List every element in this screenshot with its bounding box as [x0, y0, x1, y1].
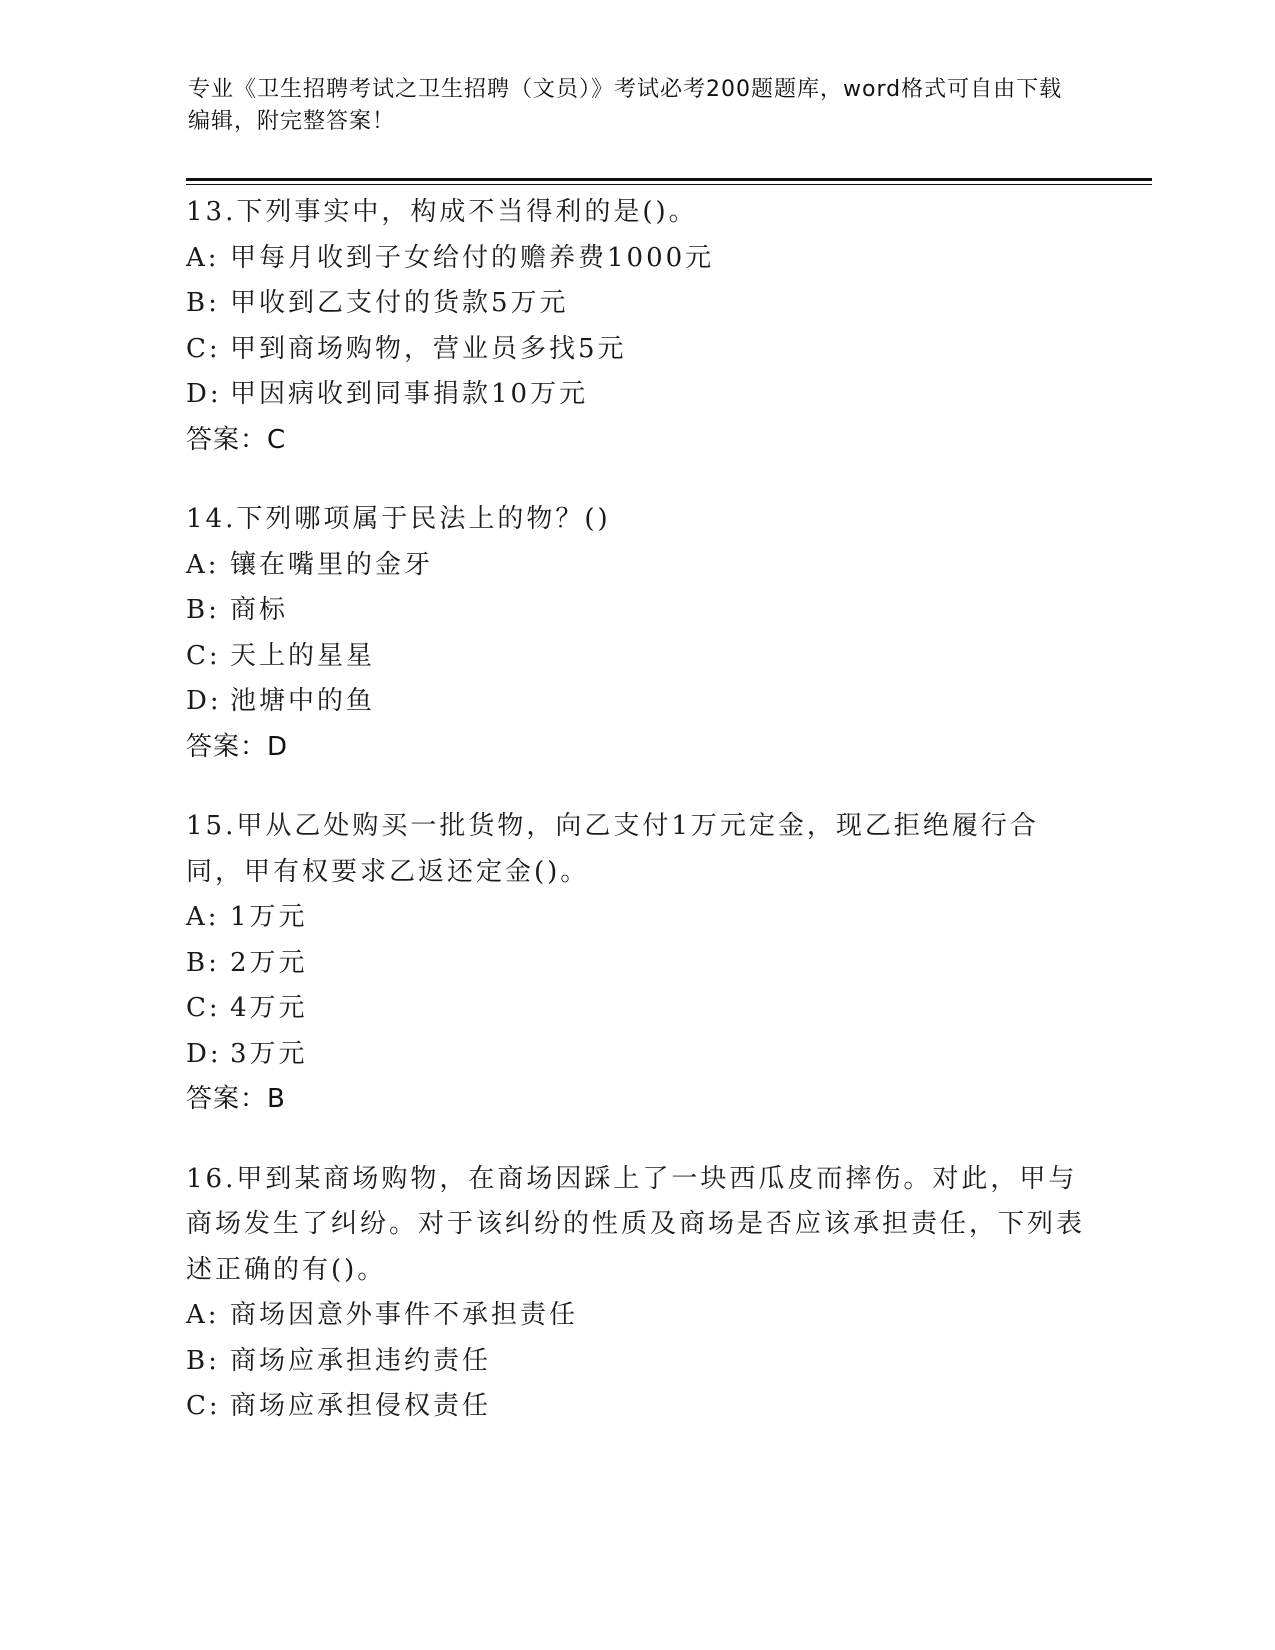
option-letter: A:: [186, 549, 220, 580]
option-text: 1万元: [230, 902, 308, 932]
option-a: [186, 895, 1086, 941]
answer-label: 答案：: [186, 1084, 268, 1114]
document-header: 专业《卫生招聘考试之卫生招聘（文员）》考试必考200题题库，word格式可自由下载编辑，附完整答案！: [188, 77, 1063, 134]
option-text: 商场应承担侵权责任: [230, 1391, 492, 1421]
option-letter: C:: [186, 1391, 221, 1421]
option-text: 2万元: [230, 947, 308, 978]
answer-value: D: [267, 731, 289, 762]
header-divider-thin: [186, 184, 1152, 185]
option-text: 甲每月收到子女给付的赡养费1000元: [230, 242, 715, 273]
option-text: 商场应承担违约责任: [230, 1345, 492, 1376]
option-text: 商场因意外事件不承担责任: [230, 1300, 579, 1330]
option-b: [186, 281, 1086, 327]
question-list: [186, 190, 1086, 1464]
header-divider-thick: [186, 178, 1152, 181]
option-letter: D:: [186, 1038, 222, 1069]
option-b: [186, 1339, 1086, 1385]
option-b: [186, 588, 1086, 634]
question-stem: 15.甲从乙处购买一批货物，向乙支付1万元定金，现乙拒绝履行合同，甲有权要求乙返还定金()。: [186, 811, 1039, 887]
option-letter: B:: [186, 288, 220, 318]
option-d: [186, 1032, 1086, 1078]
answer-value: B: [267, 1084, 286, 1114]
option-c: [186, 1384, 1086, 1430]
option-text: 甲到商场购物，营业员多找5元: [230, 333, 627, 364]
option-letter: C:: [186, 333, 221, 364]
option-letter: C:: [186, 993, 221, 1023]
question-13: [186, 190, 1086, 463]
option-text: 甲因病收到同事捐款10万元: [230, 379, 589, 409]
option-text: 3万元: [230, 1038, 308, 1069]
option-c: [186, 634, 1086, 680]
question-stem: 14.下列哪项属于民法上的物？(): [186, 504, 611, 534]
answer-label: 答案：: [186, 731, 268, 762]
option-d: [186, 372, 1086, 418]
question-15: [186, 804, 1086, 1123]
option-letter: A:: [186, 1300, 220, 1330]
option-letter: B:: [186, 1345, 220, 1376]
answer-label: 答案：: [186, 424, 268, 455]
option-letter: A:: [186, 242, 220, 273]
option-c: [186, 986, 1086, 1032]
option-text: 镶在嘴里的金牙: [230, 549, 434, 580]
option-b: [186, 941, 1086, 987]
option-letter: B:: [186, 947, 220, 978]
option-letter: B:: [186, 595, 220, 625]
answer-value: C: [267, 424, 287, 455]
option-a: [186, 1293, 1086, 1339]
option-text: 甲收到乙支付的货款5万元: [230, 288, 569, 318]
option-letter: A:: [186, 902, 220, 932]
answer-line: [186, 725, 1086, 771]
option-text: 池塘中的鱼: [230, 686, 376, 716]
answer-line: [186, 418, 1086, 464]
option-letter: D:: [186, 686, 222, 716]
question-16: [186, 1157, 1086, 1430]
option-text: 4万元: [230, 993, 308, 1023]
question-14: [186, 497, 1086, 770]
option-a: [186, 236, 1086, 282]
option-letter: C:: [186, 640, 221, 671]
option-d: [186, 679, 1086, 725]
option-a: [186, 543, 1086, 589]
option-letter: D:: [186, 379, 222, 409]
question-stem: 13.下列事实中，构成不当得利的是()。: [186, 197, 698, 227]
option-text: 商标: [230, 595, 289, 625]
answer-line: [186, 1077, 1086, 1123]
question-stem: 16.甲到某商场购物，在商场因踩上了一块西瓜皮而摔伤。对此，甲与商场发生了纠纷。对于该纠纷的性质及商场是否应该承担责任，下列表述正确的有()。: [186, 1163, 1086, 1285]
option-text: 天上的星星: [230, 640, 376, 671]
option-c: [186, 327, 1086, 373]
